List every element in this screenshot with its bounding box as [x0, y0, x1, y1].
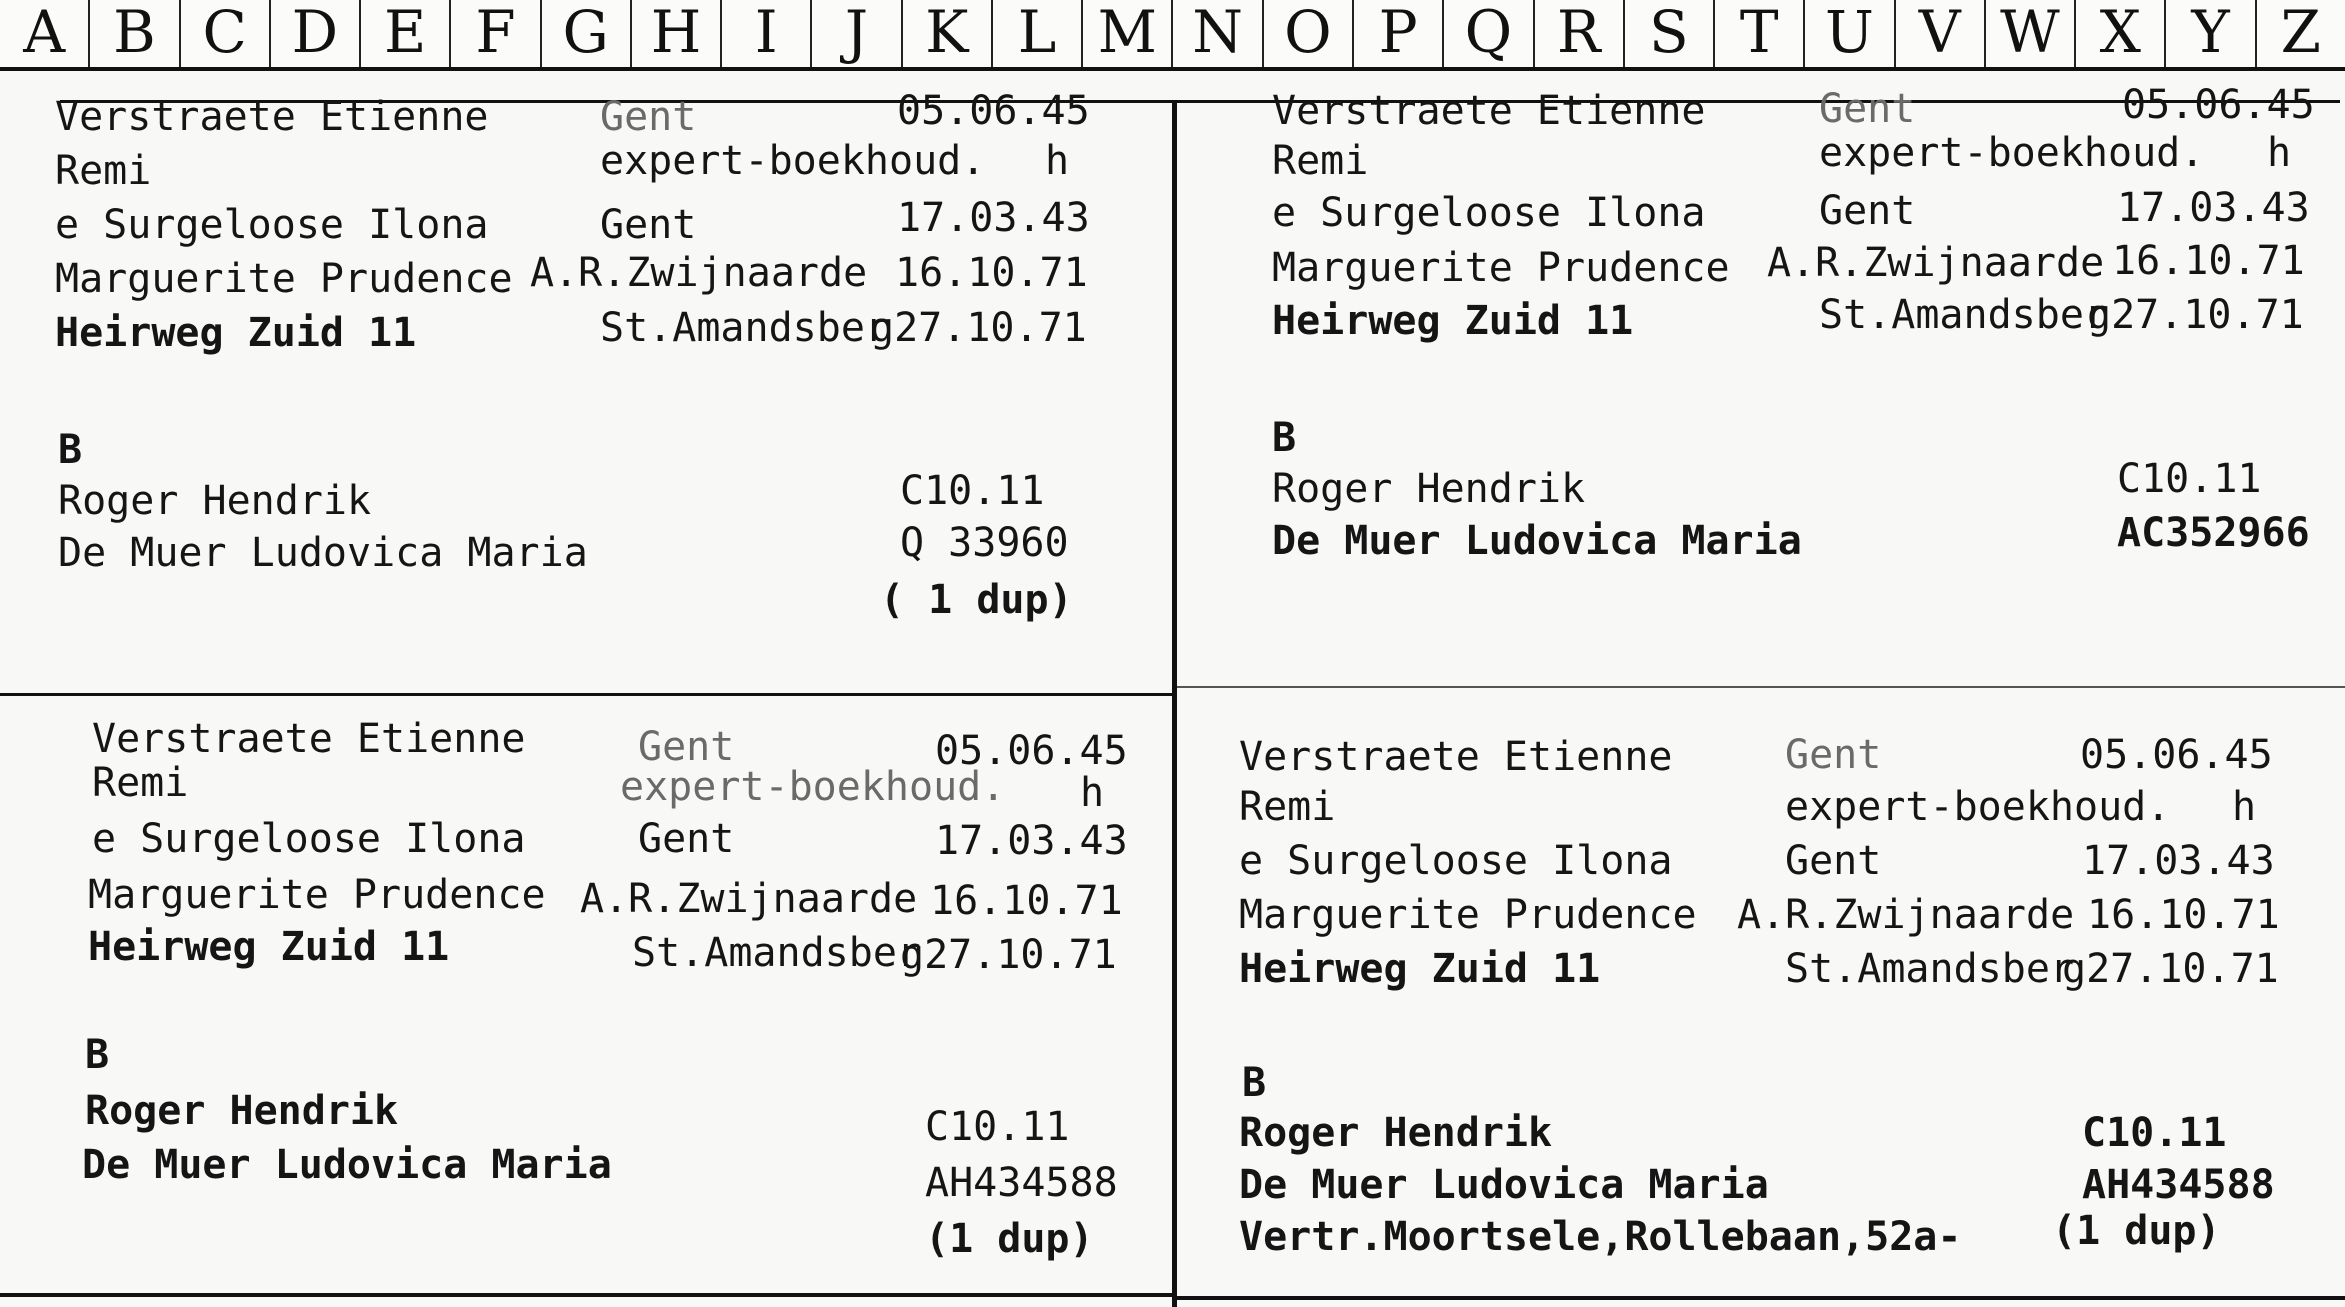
ref-name-2: De Muer Ludovica Maria: [82, 1142, 612, 1188]
birth-date: 05.06.45: [2122, 82, 2315, 128]
index-letter: D: [271, 0, 361, 67]
spouse-birth-date: 17.03.43: [935, 818, 1128, 864]
address: Heirweg Zuid 11: [1272, 298, 1634, 344]
spouse-line-1: e Surgeloose Ilona: [1239, 838, 1673, 884]
index-letter: Q: [1444, 0, 1534, 67]
marriage-date: 16.10.71: [2087, 892, 2280, 938]
name-line-1: Verstraete Etienne: [92, 716, 526, 762]
record-card-bottom-right: [1177, 688, 2345, 1307]
ref-name-1: Roger Hendrik: [1239, 1110, 1553, 1156]
ref-name-2: De Muer Ludovica Maria: [58, 530, 588, 576]
index-letter: W: [1986, 0, 2076, 67]
spouse-line-1: e Surgeloose Ilona: [1272, 190, 1706, 236]
spouse-line-2: Marguerite Prudence: [88, 872, 546, 918]
index-letter: J: [812, 0, 902, 67]
mark-h: h: [1045, 138, 1070, 184]
index-letter: P: [1354, 0, 1444, 67]
ref-code-1: C10.11: [2082, 1110, 2227, 1156]
section-letter: B: [1242, 1060, 1267, 1106]
address-place: St.Amandsber: [1785, 946, 2074, 992]
address-date: g27.10.71: [2087, 292, 2304, 338]
record-card-top-right: [1177, 0, 2345, 686]
name-line-1: Verstraete Etienne: [1272, 88, 1706, 134]
index-letter: B: [90, 0, 180, 67]
name-line-2: Remi: [55, 148, 152, 194]
marriage-place: A.R.Zwijnaarde: [580, 876, 918, 922]
ref-code-2: AH434588: [925, 1160, 1118, 1206]
ref-code-1: C10.11: [2117, 456, 2262, 502]
index-letter: Z: [2280, 0, 2321, 66]
index-letter: Y: [2166, 0, 2256, 67]
record-card-top-left: [0, 0, 1172, 693]
index-letter: N: [1173, 0, 1263, 67]
mark-h: h: [1080, 770, 1105, 816]
index-letter: R: [1535, 0, 1625, 67]
spouse-birth-date: 17.03.43: [2082, 838, 2275, 884]
dup-note: (1 dup): [2052, 1208, 2221, 1254]
spouse-line-1: e Surgeloose Ilona: [55, 202, 489, 248]
spouse-birth-date: 17.03.43: [897, 195, 1090, 241]
ref-name-1: Roger Hendrik: [85, 1088, 399, 1134]
index-letter: C: [181, 0, 271, 67]
address-place: St.Amandsber: [1819, 292, 2108, 338]
birth-place: Gent: [638, 724, 735, 770]
ref-code-1: C10.11: [925, 1104, 1070, 1150]
birth-date: 05.06.45: [897, 88, 1090, 134]
index-letter: H: [632, 0, 722, 67]
name-line-1: Verstraete Etienne: [1239, 734, 1673, 780]
section-letter: B: [85, 1032, 110, 1078]
index-letter: T: [1715, 0, 1805, 67]
ref-code-2: Q 33960: [900, 520, 1069, 566]
marriage-date: 16.10.71: [2112, 238, 2305, 284]
birth-date: 05.06.45: [2080, 732, 2273, 778]
section-letter: B: [1272, 415, 1297, 461]
marriage-place: A.R.Zwijnaarde: [1737, 892, 2075, 938]
birth-place: Gent: [1785, 732, 1882, 778]
dup-note: (1 dup): [925, 1216, 1094, 1262]
ref-code-2: AH434588: [2082, 1162, 2275, 1208]
index-letter: A: [0, 0, 90, 67]
index-letter: G: [542, 0, 632, 67]
ref-name-2: De Muer Ludovica Maria: [1239, 1162, 1769, 1208]
spouse-line-2: Marguerite Prudence: [1272, 245, 1730, 291]
record-card-bottom-left: [0, 696, 1172, 1293]
index-letter: M: [1083, 0, 1173, 67]
ref-name-1: Roger Hendrik: [1272, 466, 1586, 512]
ref-code-2: AC352966: [2117, 510, 2310, 556]
ref-name-1: Roger Hendrik: [58, 478, 372, 524]
index-letter: F: [451, 0, 541, 67]
name-line-2: Remi: [1272, 138, 1369, 184]
index-letter: S: [1625, 0, 1715, 67]
marriage-place: A.R.Zwijnaarde: [1767, 240, 2105, 286]
spouse-line-2: Marguerite Prudence: [55, 256, 513, 302]
index-letter: L: [993, 0, 1083, 67]
index-letter: U: [1805, 0, 1895, 67]
profession: expert-boekhoud.: [620, 764, 1006, 810]
birth-date: 05.06.45: [935, 728, 1128, 774]
bottom-edge-left: [0, 1293, 1172, 1297]
mark-h: h: [2232, 784, 2257, 830]
birth-place: Gent: [600, 94, 697, 140]
spouse-birth-place: Gent: [1785, 838, 1882, 884]
ref-name-2: De Muer Ludovica Maria: [1272, 518, 1802, 564]
spouse-birth-date: 17.03.43: [2117, 185, 2310, 231]
marriage-place: A.R.Zwijnaarde: [530, 250, 868, 296]
address: Heirweg Zuid 11: [88, 924, 450, 970]
ref-code-1: C10.11: [900, 468, 1045, 514]
section-letter: B: [58, 427, 83, 473]
index-letter: X: [2076, 0, 2166, 67]
name-line-1: Verstraete Etienne: [55, 94, 489, 140]
birth-place: Gent: [1819, 86, 1916, 132]
index-letter: I: [722, 0, 812, 67]
profession: expert-boekhoud.: [1819, 130, 2205, 176]
profession: expert-boekhoud.: [600, 138, 986, 184]
index-letter: K: [903, 0, 993, 67]
address-date: g27.10.71: [900, 932, 1117, 978]
name-line-2: Remi: [92, 760, 189, 806]
address-place: St.Amandsber: [632, 930, 921, 976]
spouse-line-2: Marguerite Prudence: [1239, 892, 1697, 938]
address-date: g27.10.71: [870, 305, 1087, 351]
index-letter: O: [1264, 0, 1354, 67]
address-date: g27.10.71: [2062, 946, 2279, 992]
spouse-birth-place: Gent: [638, 816, 735, 862]
spouse-birth-place: Gent: [1819, 188, 1916, 234]
index-letter: V: [1896, 0, 1986, 67]
index-letter: E: [361, 0, 451, 67]
spouse-line-1: e Surgeloose Ilona: [92, 816, 526, 862]
address: Heirweg Zuid 11: [55, 310, 417, 356]
mark-h: h: [2267, 130, 2292, 176]
spouse-birth-place: Gent: [600, 202, 697, 248]
address-place: St.Amandsber: [600, 305, 889, 351]
dup-note: ( 1 dup): [880, 577, 1073, 623]
name-line-2: Remi: [1239, 784, 1336, 830]
address: Heirweg Zuid 11: [1239, 946, 1601, 992]
marriage-date: 16.10.71: [895, 250, 1088, 296]
extra-note: Vertr.Moortsele,Rollebaan,52a-: [1239, 1214, 1962, 1260]
profession: expert-boekhoud.: [1785, 784, 2171, 830]
marriage-date: 16.10.71: [930, 878, 1123, 924]
